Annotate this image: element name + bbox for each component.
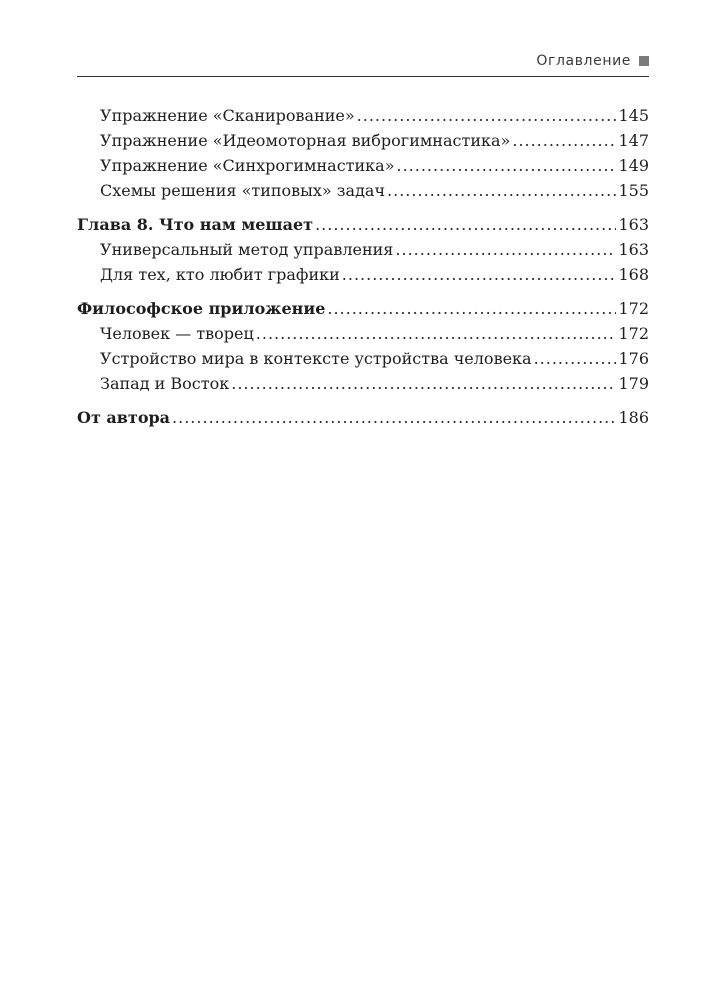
toc-entry-page: 172 — [618, 324, 649, 343]
toc-entry[interactable] — [77, 371, 649, 396]
toc-entry-title: Запад и Восток — [100, 374, 230, 393]
dot-leader — [172, 405, 616, 430]
toc-entry-title: Для тех, кто любит графики — [100, 265, 340, 284]
toc-entry-page: 155 — [618, 181, 649, 200]
toc-entry[interactable] — [77, 153, 649, 178]
toc-entry-page: 145 — [618, 106, 649, 125]
toc-chapter-title: От автора — [77, 408, 171, 427]
toc-entry[interactable] — [77, 128, 649, 153]
toc-chapter-title: Глава 8. Что нам мешает — [77, 215, 314, 234]
dot-leader — [315, 212, 616, 237]
toc-entry-title: Универсальный метод управления — [100, 240, 394, 259]
toc-entry-title: Упражнение «Идеомоторная виброгимнастика» — [100, 131, 511, 150]
dot-leader — [534, 346, 617, 371]
toc-entry[interactable] — [77, 346, 649, 371]
running-header-title: Оглавление — [536, 53, 631, 69]
toc-entry[interactable] — [77, 262, 649, 287]
toc-entry-page: 168 — [618, 265, 649, 284]
toc-chapter-entry[interactable] — [77, 212, 649, 237]
toc-entry[interactable] — [77, 103, 649, 128]
toc-entry-title: Устройство мира в контексте устройства человека — [100, 349, 532, 368]
running-header — [77, 52, 649, 77]
toc-entry-title: Упражнение «Синхрогимнастика» — [100, 156, 395, 175]
square-bullet-icon — [639, 56, 649, 66]
toc-entry[interactable] — [77, 178, 649, 203]
toc-entry-page: 176 — [618, 349, 649, 368]
toc-entry-title: Упражнение «Сканирование» — [100, 106, 355, 125]
dot-leader — [231, 371, 616, 396]
toc-chapter-entry[interactable] — [77, 405, 649, 430]
dot-leader — [357, 103, 617, 128]
toc-entry-page: 179 — [618, 374, 649, 393]
toc-chapter-page: 172 — [618, 299, 649, 318]
dot-leader — [395, 237, 616, 262]
toc-entry-title: Схемы решения «типовых» задач — [100, 181, 386, 200]
dot-leader — [327, 296, 616, 321]
toc-entry-page: 163 — [618, 240, 649, 259]
toc-entry[interactable] — [77, 321, 649, 346]
toc-chapter-page: 163 — [618, 215, 649, 234]
toc-chapter-title: Философское приложение — [77, 299, 326, 318]
toc-entry-page: 149 — [618, 156, 649, 175]
toc-entry[interactable] — [77, 237, 649, 262]
toc-entry-page: 147 — [618, 131, 649, 150]
toc-chapter-entry[interactable] — [77, 296, 649, 321]
toc-chapter-page: 186 — [618, 408, 649, 427]
dot-leader — [342, 262, 617, 287]
toc-entry-title: Человек — творец — [100, 324, 254, 343]
dot-leader — [512, 128, 616, 153]
dot-leader — [256, 321, 617, 346]
dot-leader — [397, 153, 617, 178]
dot-leader — [387, 178, 616, 203]
table-of-contents — [77, 103, 649, 430]
